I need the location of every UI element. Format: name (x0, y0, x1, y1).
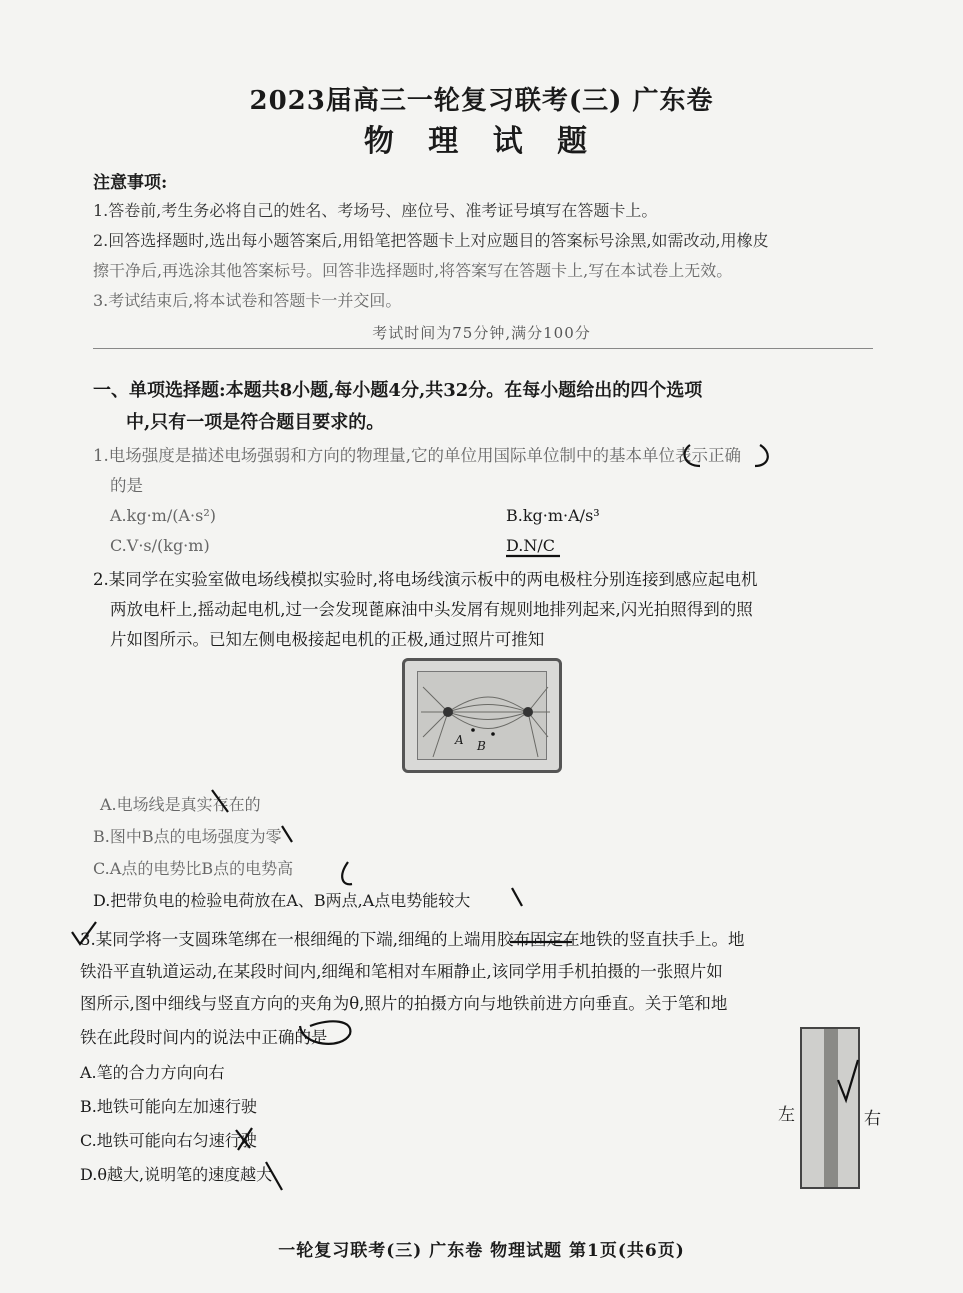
exam-title: 2023届高三一轮复习联考(三) 广东卷 (249, 86, 714, 116)
q1-option-c: C.V·s/(kg·m) (110, 536, 210, 555)
q2-c-hook-mark (342, 862, 352, 884)
notice-item-2: 2.回答选择题时,选出每小题答案后,用铅笔把答题卡上对应题目的答案标号涂黑,如需改动,用橡皮 (93, 231, 769, 250)
q3-check-mark (72, 922, 96, 944)
q1-stem-cont: 的是 (110, 476, 143, 495)
q1-circle-mark (685, 445, 768, 466)
q3-stem-cont2: 图所示,图中细线与竖直方向的夹角为θ,照片的拍摄方向与地铁前进方向垂直。关于笔和地 (80, 994, 728, 1013)
q3-option-b: B.地铁可能向左加速行驶 (80, 1097, 257, 1116)
q1-option-a: A.kg·m/(A·s²) (110, 506, 216, 525)
q2-option-d: D.把带负电的检验电荷放在A、B两点,A点电势能较大 (93, 891, 471, 910)
point-b-label: B (477, 739, 486, 753)
q2-option-b: B.图中B点的电场强度为零 (93, 827, 282, 846)
notice-item-1: 1.答卷前,考生务必将自己的姓名、考场号、座位号、准考证号填写在答题卡上。 (93, 201, 658, 220)
q2-option-c: C.A点的电势比B点的电势高 (93, 859, 294, 878)
q3-option-a: A.笔的合力方向向右 (80, 1063, 225, 1082)
q3-circle-mark (300, 1021, 350, 1044)
notice-item-3: 3.考试结束后,将本试卷和答题卡一并交回。 (93, 291, 402, 310)
page-footer: 一轮复习联考(三) 广东卷 物理试题 第1页(共6页) (278, 1241, 685, 1261)
q3-stem: 3.某同学将一支圆珠笔绑在一根细绳的下端,细绳的上端用胶布固定在地铁的竖直扶手上。地 (80, 930, 745, 949)
q1-option-b: B.kg·m·A/s³ (506, 506, 600, 525)
exam-time-note: 考试时间为75分钟,满分100分 (372, 324, 591, 342)
section-heading-cont: 中,只有一项是符合题目要求的。 (126, 412, 385, 433)
section-heading: 一、单项选择题:本题共8小题,每小题4分,共32分。在每小题给出的四个选项 (93, 380, 703, 401)
q2-stem: 2.某同学在实验室做电场线模拟实验时,将电场线演示板中的两电极柱分别连接到感应起电机 (93, 570, 758, 589)
q3-d-cross-mark (266, 1162, 282, 1190)
q2-option-a: A.电场线是真实存在的 (100, 795, 261, 814)
point-a-label: A (455, 733, 464, 747)
q3-option-d: D.θ越大,说明笔的速度越大 (80, 1165, 273, 1184)
q3-stem-cont1: 铁沿平直轨道运动,在某段时间内,细绳和笔相对车厢静止,该同学用手机拍摄的一张照片如 (80, 962, 723, 981)
left-label: 左 (778, 1105, 795, 1125)
q2-a-cross-mark (212, 790, 228, 812)
q2-stem-cont2: 片如图所示。已知左侧电极接起电机的正极,通过照片可推知 (110, 630, 545, 649)
q2-stem-cont1: 两放电杆上,摇动起电机,过一会发现蓖麻油中头发屑有规则地排列起来,闪光拍照得到的照 (110, 600, 753, 619)
notice-heading: 注意事项: (93, 173, 168, 193)
q2-d-cross-mark (512, 888, 522, 906)
figure-check-mark (838, 1060, 858, 1100)
right-label: 右 (864, 1109, 881, 1129)
exam-subject-title: 物 理 试 题 (363, 124, 600, 159)
q3-c-cross-mark (236, 1128, 252, 1150)
q3-stem-cont3: 铁在此段时间内的说法中正确的是 (80, 1028, 328, 1047)
q1-stem: 1.电场强度是描述电场强弱和方向的物理量,它的单位用国际单位制中的基本单位表示正确 (93, 446, 741, 465)
q3-option-c: C.地铁可能向右匀速行驶 (80, 1131, 257, 1150)
q1-option-d: D.N/C (506, 536, 555, 555)
q2-b-cross-mark (282, 826, 292, 842)
notice-item-2-cont: 擦干净后,再选涂其他答案标号。回答非选择题时,将答案写在答题卡上,写在本试卷上无效。 (93, 261, 733, 280)
